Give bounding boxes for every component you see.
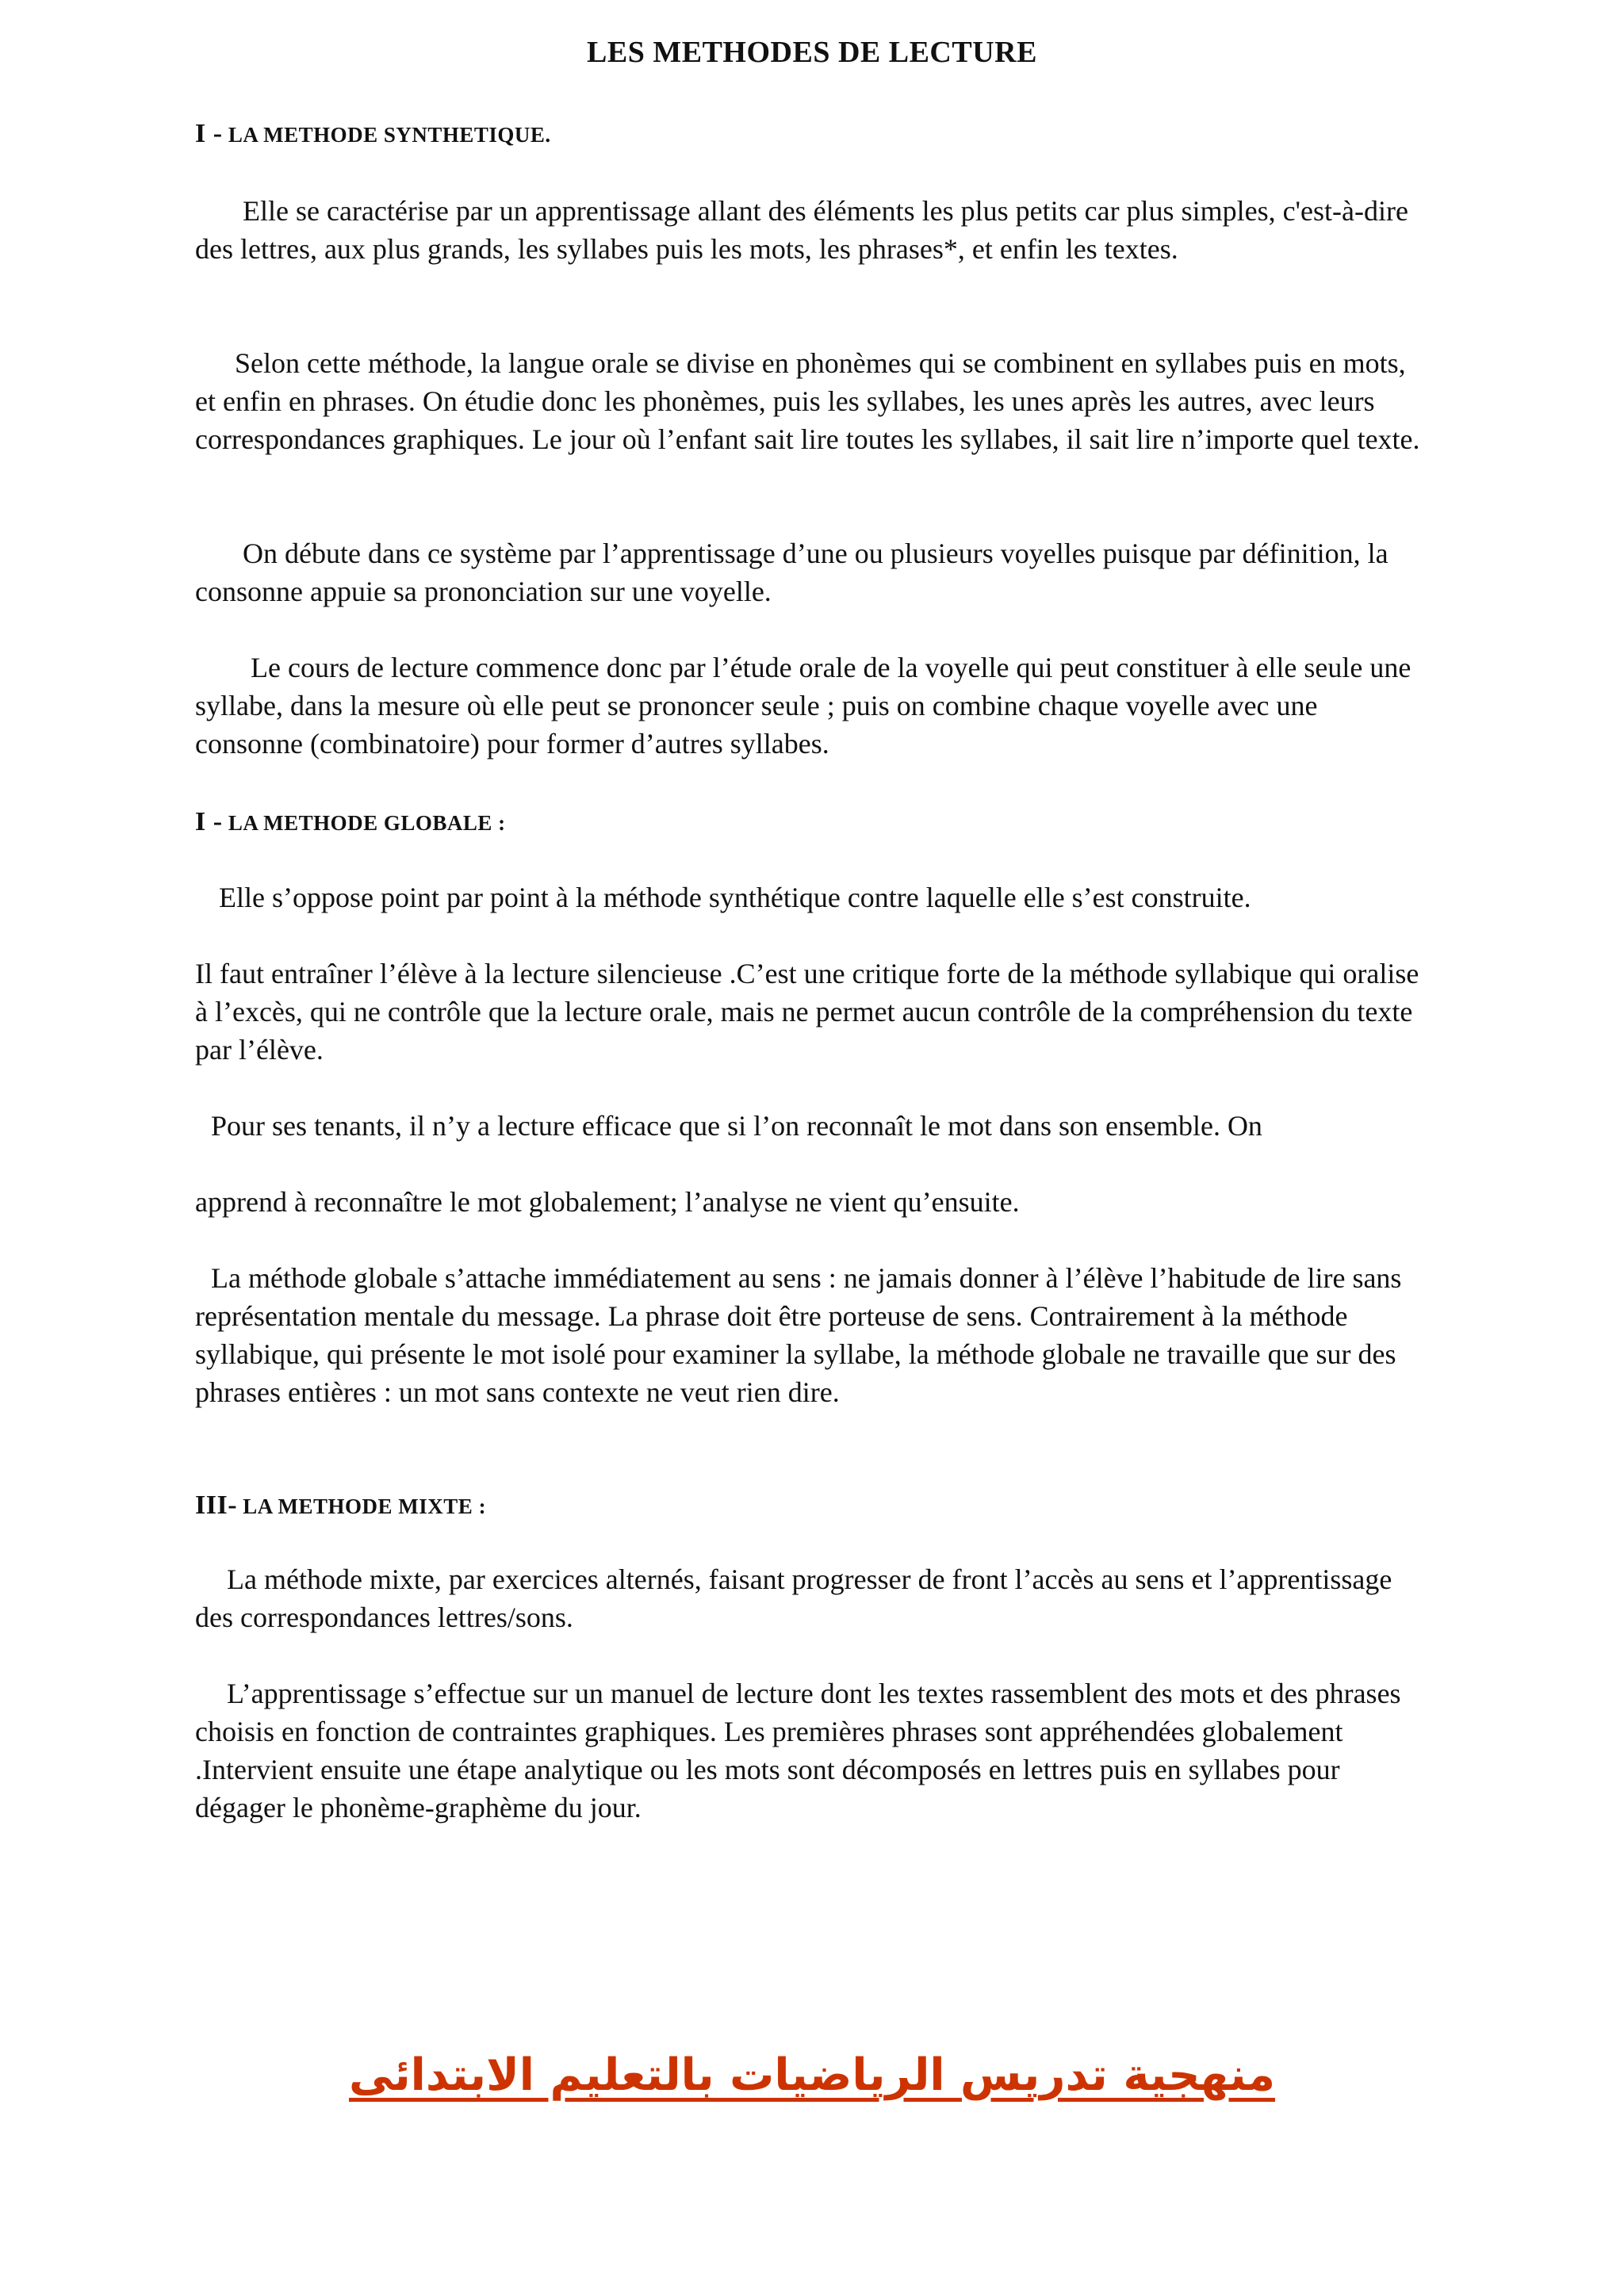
paragraph: Selon cette méthode, la langue orale se divise en phonèmes qui se combinent en syllabes puis en mots, et enfin en phrases. On étudie donc les phonèmes, puis les syllabes, les unes après les autres, avec leurs correspondances graphiques. Le jour où l’enfant sait lire toutes les syllabes, il sait lire n’importe quel texte. <box>195 347 1420 455</box>
section-heading-synthetique <box>195 119 551 149</box>
section-number: I - <box>195 807 223 836</box>
paragraph: apprend à reconnaître le mot globalement; l’analyse ne vient qu’ensuite. <box>195 1186 1020 1218</box>
paragraph: Elle s’oppose point par point à la méthode synthétique contre laquelle elle s’est construite. <box>219 882 1251 913</box>
section-number: I - <box>195 119 223 148</box>
paragraph: On débute dans ce système par l’apprentissage d’une ou plusieurs voyelles puisque par définition, la consonne appuie sa prononciation sur une voyelle. <box>195 538 1388 607</box>
paragraph: Le cours de lecture commence donc par l’étude orale de la voyelle qui peut constituer à elle seule une syllabe, dans la mesure où elle peut se prononcer seule ; puis on combine chaque voyelle avec une consonne (combinatoire) pour former d’autres syllabes. <box>195 652 1411 760</box>
section-heading-mixte <box>195 1490 486 1521</box>
paragraph: L’apprentissage s’effectue sur un manuel de lecture dont les textes rassemblent des mots et des phrases choisis en fonction de contraintes graphiques. Les premières phrases sont appréhendées globalement .Intervient ensuite une étape analytique ou les mots sont décomposés en lettres puis en syllabes pour dégager le phonème-graphème du jour. <box>195 1678 1401 1823</box>
section-number: III- <box>195 1490 238 1520</box>
section-title: LA METHODE GLOBALE : <box>228 811 506 835</box>
page-title: LES METHODES DE LECTURE <box>587 36 1037 69</box>
paragraph: Pour ses tenants, il n’y a lecture efficace que si l’on reconnaît le mot dans son ensemble. On <box>211 1110 1262 1142</box>
paragraph: La méthode globale s’attache immédiatement au sens : ne jamais donner à l’élève l’habitude de lire sans représentation mentale du message. La phrase doit être porteuse de sens. Contrairement à la méthode syllabique, qui présente le mot isolé pour examiner la syllabe, la méthode globale ne travaille que sur des phrases entières : un mot sans contexte ne veut rien dire. <box>195 1262 1402 1408</box>
paragraph: Il faut entraîner l’élève à la lecture silencieuse .C’est une critique forte de la méthode syllabique qui oralise à l’excès, qui ne contrôle que la lecture orale, mais ne permet aucun contrôle de la compréhension du texte par l’élève. <box>195 958 1419 1066</box>
paragraph: Elle se caractérise par un apprentissage allant des éléments les plus petits car plus simples, c'est-à-dire des lettres, aux plus grands, les syllabes puis les mots, les phrases*, et enfin les textes. <box>195 195 1408 265</box>
arabic-footer-title: منهجية تدريس الرياضيات بالتعليم الابتدائى <box>348 2049 1276 2101</box>
section-title: LA METHODE MIXTE : <box>243 1494 487 1518</box>
section-title: LA METHODE SYNTHETIQUE. <box>228 123 551 147</box>
paragraph: La méthode mixte, par exercices alternés, faisant progresser de front l’accès au sens et l’apprentissage des correspondances lettres/sons. <box>195 1563 1392 1633</box>
section-heading-globale <box>195 807 506 837</box>
